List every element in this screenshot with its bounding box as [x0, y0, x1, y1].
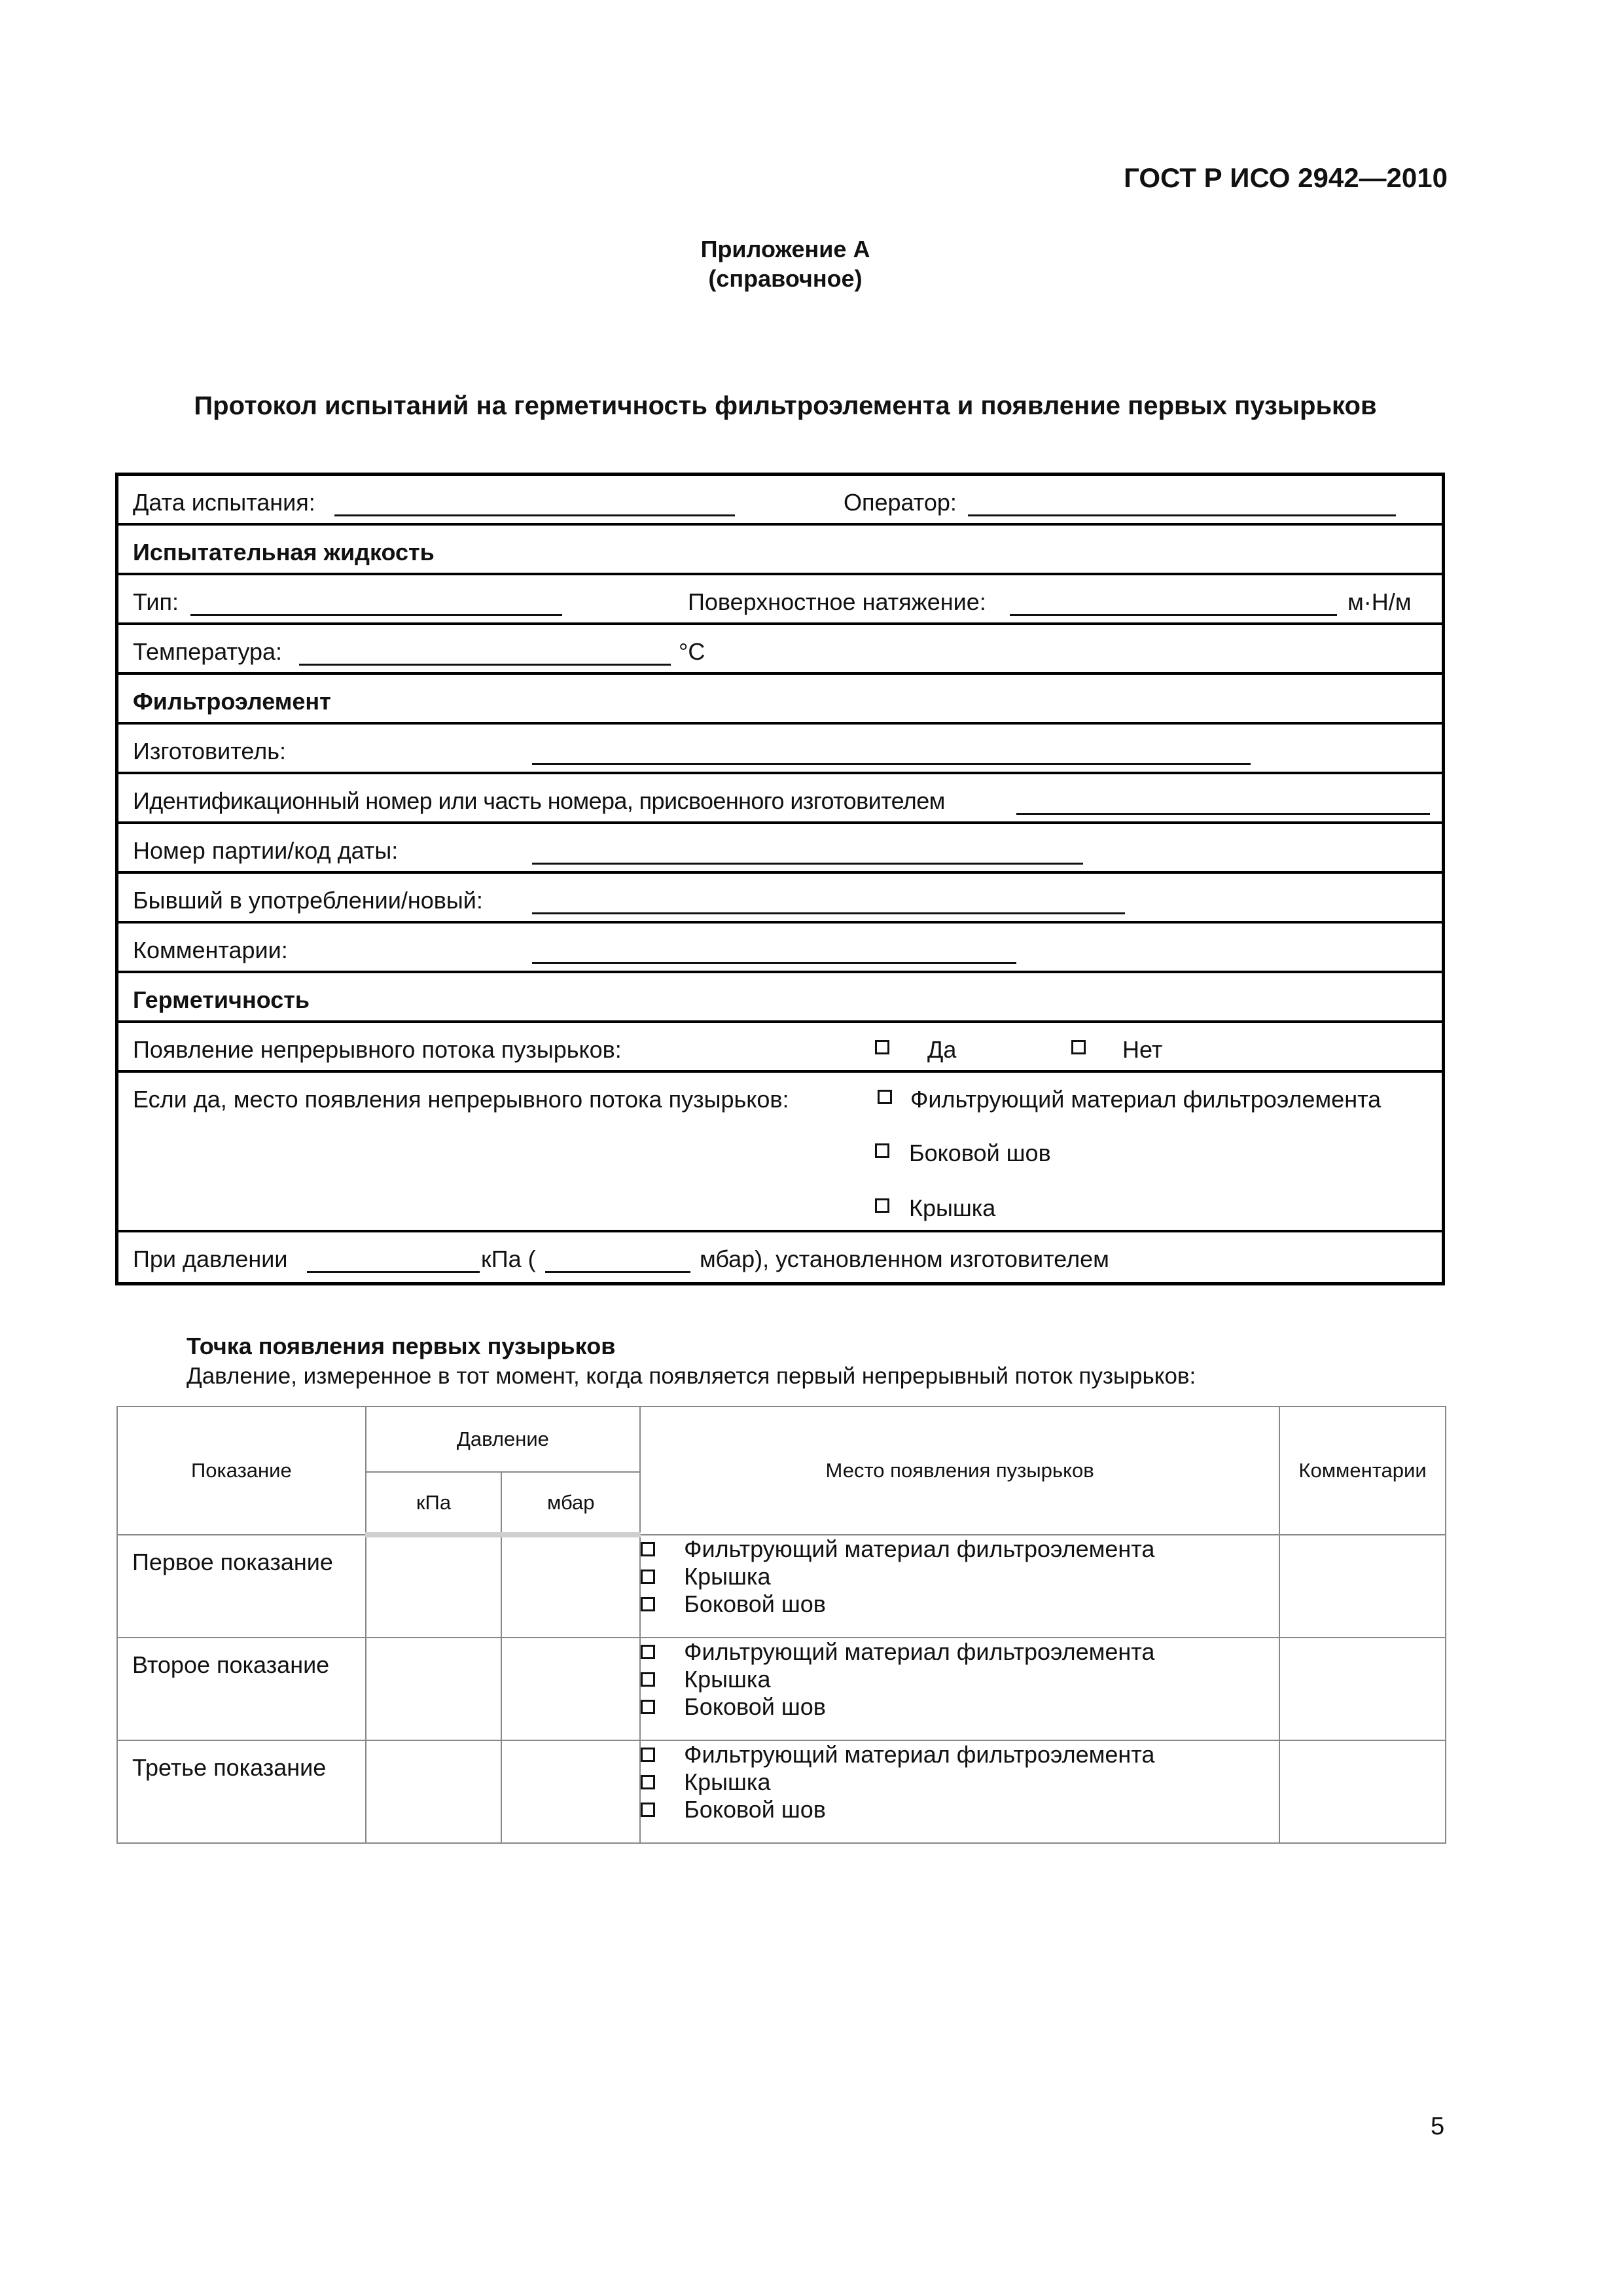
header-mbar: мбар	[501, 1472, 640, 1535]
surface-tension-label: Поверхностное натяжение:	[688, 588, 986, 615]
option-label: Боковой шов	[684, 1590, 826, 1617]
form-row-element-section	[118, 675, 1442, 725]
bubble-point-subheading: Давление, измеренное в тот момент, когда появляется первый непрерывный поток пузырьков:	[187, 1363, 1196, 1389]
yes-checkbox[interactable]	[875, 1040, 889, 1054]
reading-label: Первое показание	[117, 1535, 366, 1638]
form-row-type-tension	[118, 575, 1442, 625]
comments-cell[interactable]	[1279, 1740, 1446, 1843]
side-seam-option: Боковой шов	[909, 1139, 1051, 1166]
form-row-pressure	[118, 1232, 1442, 1282]
manufacturer-field[interactable]	[532, 763, 1251, 765]
end-cap-checkbox[interactable]	[641, 1775, 655, 1789]
table-row	[117, 1535, 1446, 1638]
reading-label: Третье показание	[117, 1740, 366, 1843]
bubble-location-label: Если да, место появления непрерывного потока пузырьков:	[133, 1086, 789, 1113]
batch-field[interactable]	[532, 863, 1083, 865]
location-options	[640, 1638, 1279, 1740]
temperature-field[interactable]	[299, 664, 671, 666]
manufacturer-label: Изготовитель:	[133, 738, 286, 764]
comments-cell[interactable]	[1279, 1638, 1446, 1740]
pressure-kpa-unit: кПа (	[481, 1246, 536, 1272]
form-row-fluid-section	[118, 526, 1442, 575]
end-cap-checkbox[interactable]	[641, 1570, 655, 1584]
used-new-field[interactable]	[532, 912, 1125, 914]
test-protocol-form	[115, 473, 1445, 1285]
batch-label: Номер партии/код даты:	[133, 837, 399, 864]
mbar-cell[interactable]	[501, 1535, 640, 1638]
option-label: Крышка	[684, 1563, 771, 1590]
form-row-bubble-stream	[118, 1023, 1442, 1073]
comments-field[interactable]	[532, 962, 1016, 964]
filter-media-checkbox[interactable]	[641, 1542, 655, 1556]
option-label: Боковой шов	[684, 1796, 826, 1823]
form-row-integrity-section	[118, 973, 1442, 1023]
location-options	[640, 1740, 1279, 1843]
side-seam-checkbox[interactable]	[641, 1597, 655, 1611]
location-options	[640, 1535, 1279, 1638]
form-row-id-number	[118, 774, 1442, 824]
temperature-label: Температура:	[133, 638, 283, 665]
appendix-title: Приложение А	[700, 236, 870, 262]
option-label: Фильтрующий материал фильтроэлемента	[684, 1535, 1155, 1562]
standard-code: ГОСТ Р ИСО 2942—2010	[1124, 162, 1448, 193]
bubble-stream-label: Появление непрерывного потока пузырьков:	[133, 1036, 622, 1063]
option-label: Крышка	[684, 1666, 771, 1693]
option-label: Фильтрующий материал фильтроэлемента	[684, 1638, 1155, 1665]
end-cap-checkbox[interactable]	[641, 1672, 655, 1687]
header-comments: Комментарии	[1279, 1407, 1446, 1535]
page-number: 5	[1431, 2113, 1445, 2140]
mbar-cell[interactable]	[501, 1638, 640, 1740]
type-field[interactable]	[190, 614, 562, 616]
surface-tension-field[interactable]	[1010, 614, 1337, 616]
kpa-cell[interactable]	[366, 1535, 502, 1638]
header-bubble-location: Место появления пузырьков	[640, 1407, 1279, 1535]
header-reading: Показание	[117, 1407, 366, 1535]
option-label: Боковой шов	[684, 1693, 826, 1720]
end-cap-option: Крышка	[909, 1194, 996, 1221]
kpa-cell[interactable]	[366, 1740, 502, 1843]
no-checkbox[interactable]	[1071, 1040, 1086, 1054]
filter-media-checkbox[interactable]	[641, 1645, 655, 1659]
form-row-date-operator	[118, 476, 1442, 526]
no-label: Нет	[1122, 1036, 1163, 1063]
form-row-manufacturer	[118, 725, 1442, 774]
test-date-label: Дата испытания:	[133, 489, 315, 516]
used-new-label: Бывший в употреблении/новый:	[133, 887, 483, 914]
form-row-temperature	[118, 625, 1442, 675]
element-section-heading: Фильтроэлемент	[133, 688, 331, 715]
appendix-subtitle: (справочное)	[708, 265, 863, 292]
pressure-kpa-field[interactable]	[307, 1271, 480, 1273]
option-label: Крышка	[684, 1768, 771, 1795]
integrity-section-heading: Герметичность	[133, 986, 310, 1013]
pressure-prefix: При давлении	[133, 1246, 288, 1272]
form-row-bubble-location	[118, 1073, 1442, 1232]
type-label: Тип:	[133, 588, 179, 615]
comments-cell[interactable]	[1279, 1535, 1446, 1638]
side-seam-checkbox[interactable]	[875, 1143, 889, 1158]
side-seam-checkbox[interactable]	[641, 1803, 655, 1817]
filter-media-option: Фильтрующий материал фильтроэлемента	[910, 1086, 1382, 1113]
form-row-batch	[118, 824, 1442, 874]
kpa-cell[interactable]	[366, 1638, 502, 1740]
header-pressure: Давление	[366, 1407, 641, 1472]
side-seam-checkbox[interactable]	[641, 1700, 655, 1714]
option-label: Фильтрующий материал фильтроэлемента	[684, 1741, 1155, 1768]
document-title: Протокол испытаний на герметичность фильтроэлемента и появление первых пузырьков	[194, 391, 1377, 420]
reading-label: Второе показание	[117, 1638, 366, 1740]
end-cap-checkbox[interactable]	[875, 1198, 889, 1213]
header-kpa: кПа	[366, 1472, 502, 1535]
mbar-cell[interactable]	[501, 1740, 640, 1843]
operator-field[interactable]	[968, 514, 1396, 516]
appendix-heading	[0, 234, 1571, 293]
comments-label: Комментарии:	[133, 937, 288, 963]
test-date-field[interactable]	[334, 514, 735, 516]
table-row	[117, 1638, 1446, 1740]
form-row-comments	[118, 924, 1442, 973]
temperature-unit: °С	[679, 638, 705, 665]
id-number-field[interactable]	[1016, 813, 1430, 815]
pressure-suffix: мбар), установленном изготовителем	[700, 1246, 1109, 1272]
table-row	[117, 1740, 1446, 1843]
filter-media-checkbox[interactable]	[878, 1090, 892, 1104]
filter-media-checkbox[interactable]	[641, 1748, 655, 1762]
id-number-label: Идентификационный номер или часть номера, присвоенного изготовителем	[133, 787, 945, 814]
surface-tension-unit: м·Н/м	[1347, 588, 1412, 615]
bubble-point-heading: Точка появления первых пузырьков	[187, 1333, 616, 1359]
fluid-section-heading: Испытательная жидкость	[133, 539, 435, 565]
operator-label: Оператор:	[844, 489, 957, 516]
pressure-mbar-field[interactable]	[545, 1271, 690, 1273]
readings-table	[116, 1406, 1446, 1844]
form-row-used-new	[118, 874, 1442, 924]
yes-label: Да	[927, 1036, 957, 1063]
